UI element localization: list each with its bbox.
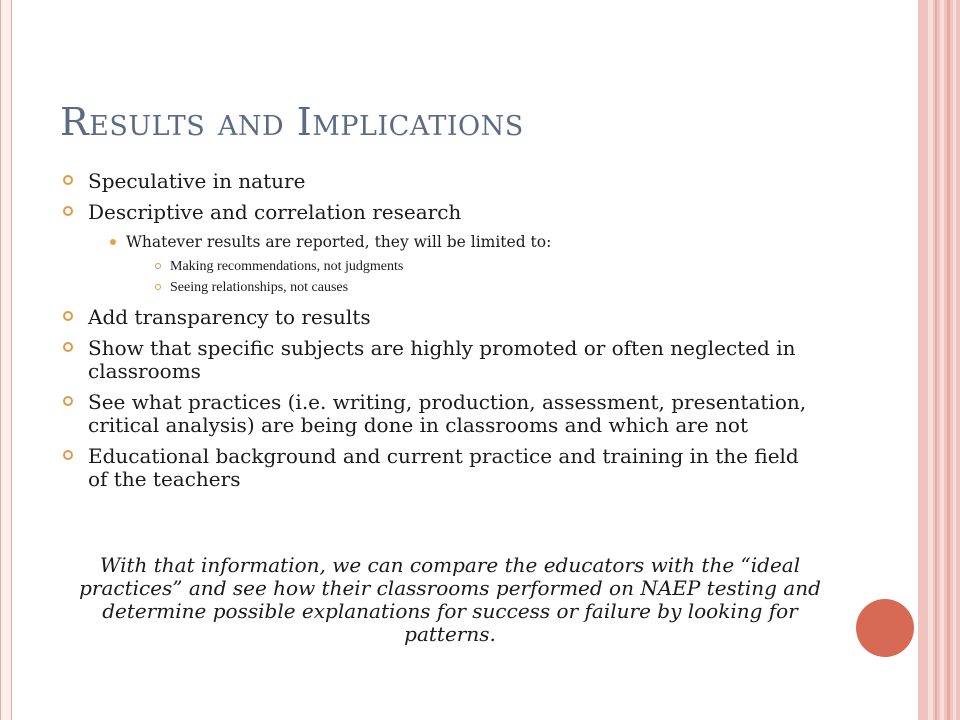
left-border-decoration — [0, 0, 12, 720]
list-item — [136, 277, 820, 298]
bullet-text: Educational background and current practice and training in the field of the teachers — [88, 444, 799, 491]
bullet-text: Add transparency to results — [88, 305, 371, 329]
bullet-list — [60, 170, 820, 491]
list-item — [98, 232, 820, 298]
hollow-circle-bullet-icon — [63, 450, 73, 460]
hollow-circle-bullet-icon — [63, 342, 73, 352]
list-item — [60, 306, 820, 329]
sub-sub-list — [136, 256, 820, 298]
small-hollow-circle-bullet-icon — [155, 263, 161, 269]
bullet-text: Speculative in nature — [88, 169, 306, 193]
hollow-circle-bullet-icon — [63, 396, 73, 406]
slide-title: Results and Implications — [60, 100, 524, 144]
list-item — [136, 256, 820, 277]
bullet-text: Descriptive and correlation research — [88, 200, 462, 224]
list-item — [60, 445, 820, 491]
sub-sub-bullet-text: Making recommendations, not judgments — [170, 259, 404, 274]
sub-sub-bullet-text: Seeing relationships, not causes — [170, 280, 349, 295]
hollow-circle-bullet-icon — [63, 311, 73, 321]
hollow-circle-bullet-icon — [63, 206, 73, 216]
sub-list — [98, 232, 820, 298]
accent-circle-decoration — [856, 599, 914, 657]
filled-dot-bullet-icon — [110, 239, 116, 245]
hollow-circle-bullet-icon — [63, 175, 73, 185]
bullet-text: Show that specific subjects are highly promoted or often neglected in classrooms — [88, 336, 796, 383]
list-item — [60, 201, 820, 298]
list-item — [60, 170, 820, 193]
list-item — [60, 337, 820, 383]
list-item — [60, 391, 820, 437]
right-band-decoration — [918, 0, 960, 720]
bullet-content — [60, 170, 820, 499]
closing-statement: With that information, we can compare the educators with the “ideal practices” and see how their classrooms performed on NAEP testing and determine possible explanations for success or failure by looking for patterns. — [79, 553, 821, 646]
bullet-text: See what practices (i.e. writing, production, assessment, presentation, critical analysis) are being done in classrooms and which are not — [88, 390, 807, 437]
small-hollow-circle-bullet-icon — [155, 284, 161, 290]
sub-bullet-text: Whatever results are reported, they will be limited to: — [126, 233, 552, 251]
